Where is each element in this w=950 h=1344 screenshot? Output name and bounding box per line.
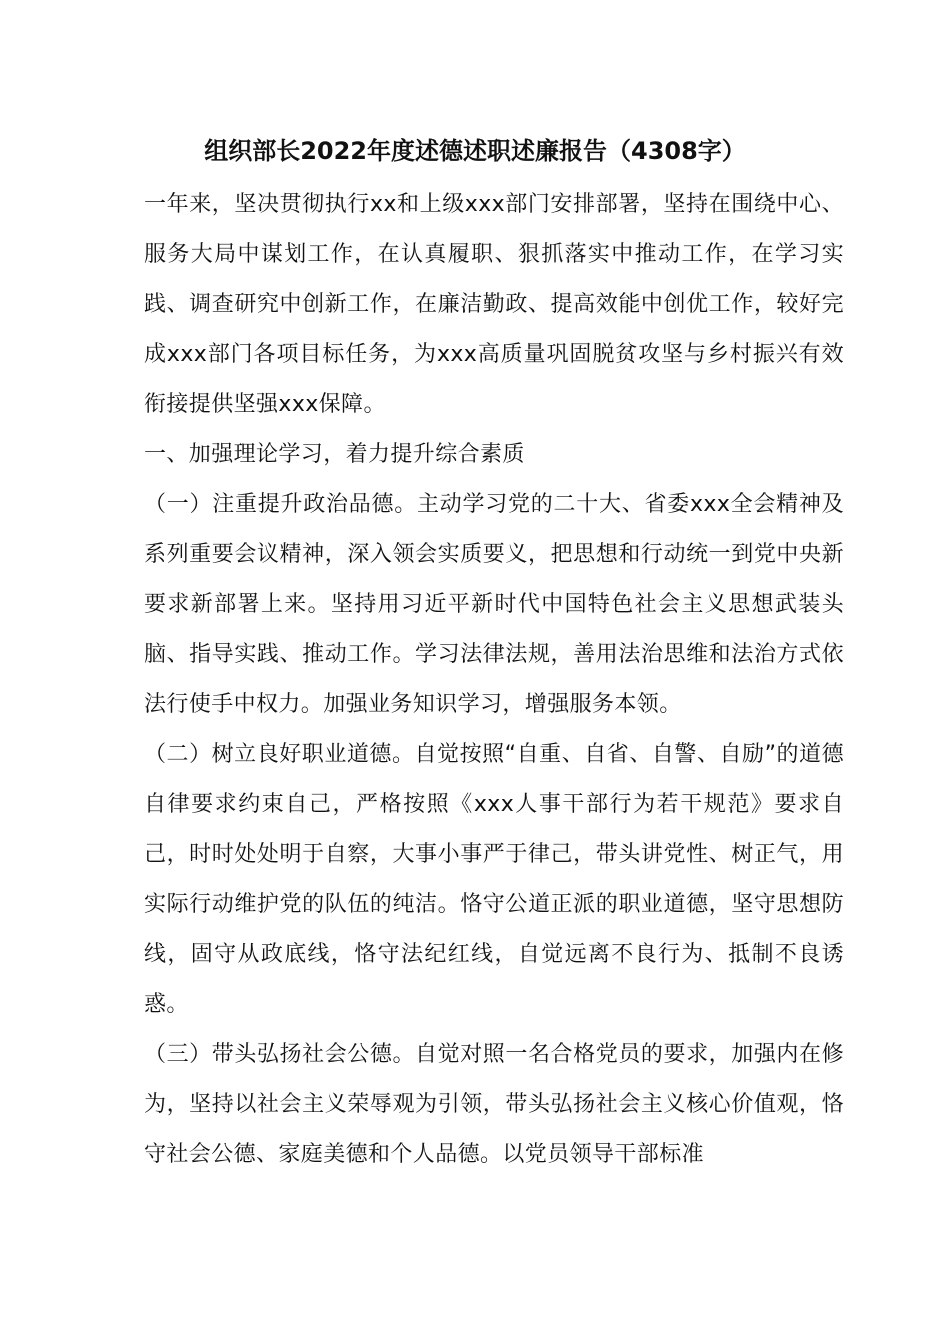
- document-title: 组织部长2022年度述德述职述廉报告（4308字）: [204, 137, 746, 165]
- section-heading-1: 一、加强理论学习，着力提升综合素质: [144, 442, 525, 467]
- intro-paragraph: 一年来，坚决贯彻执行xx和上级xxx部门安排部署，坚持在围绕中心、服务大局中谋划工作，在认真履职、狠抓落实中推动工作，在学习实践、调查研究中创新工作，在廉洁勤政、提高效能中创优工作，较好完成xxx部门各项目标任务，为xxx高质量巩固脱贫攻坚与乡村振兴有效衔接提供坚强xxx保障。: [144, 192, 844, 417]
- document-body: [144, 180, 844, 1180]
- subsection-paragraph-1: （一）注重提升政治品德。主动学习党的二十大、省委xxx全会精神及系列重要会议精神，深入领会实质要义，把思想和行动统一到党中央新要求新部署上来。坚持用习近平新时代中国特色社会主义思想武装头脑、指导实践、推动工作。学习法律法规，善用法治思维和法治方式依法行使手中权力。加强业务知识学习，增强服务本领。: [144, 492, 844, 717]
- subsection-paragraph-3: （三）带头弘扬社会公德。自觉对照一名合格党员的要求，加强内在修为，坚持以社会主义荣辱观为引领，带头弘扬社会主义核心价值观，恪守社会公德、家庭美德和个人品德。以党员领导干部标准: [144, 1042, 844, 1167]
- subsection-paragraph-2: （二）树立良好职业道德。自觉按照“自重、自省、自警、自励”的道德自律要求约束自己，严格按照《xxx人事干部行为若干规范》要求自己，时时处处明于自察，大事小事严于律己，带头讲党性、树正气，用实际行动维护党的队伍的纯洁。恪守公道正派的职业道德，坚守思想防线，固守从政底线，恪守法纪红线，自觉远离不良行为、抵制不良诱惑。: [144, 742, 844, 1017]
